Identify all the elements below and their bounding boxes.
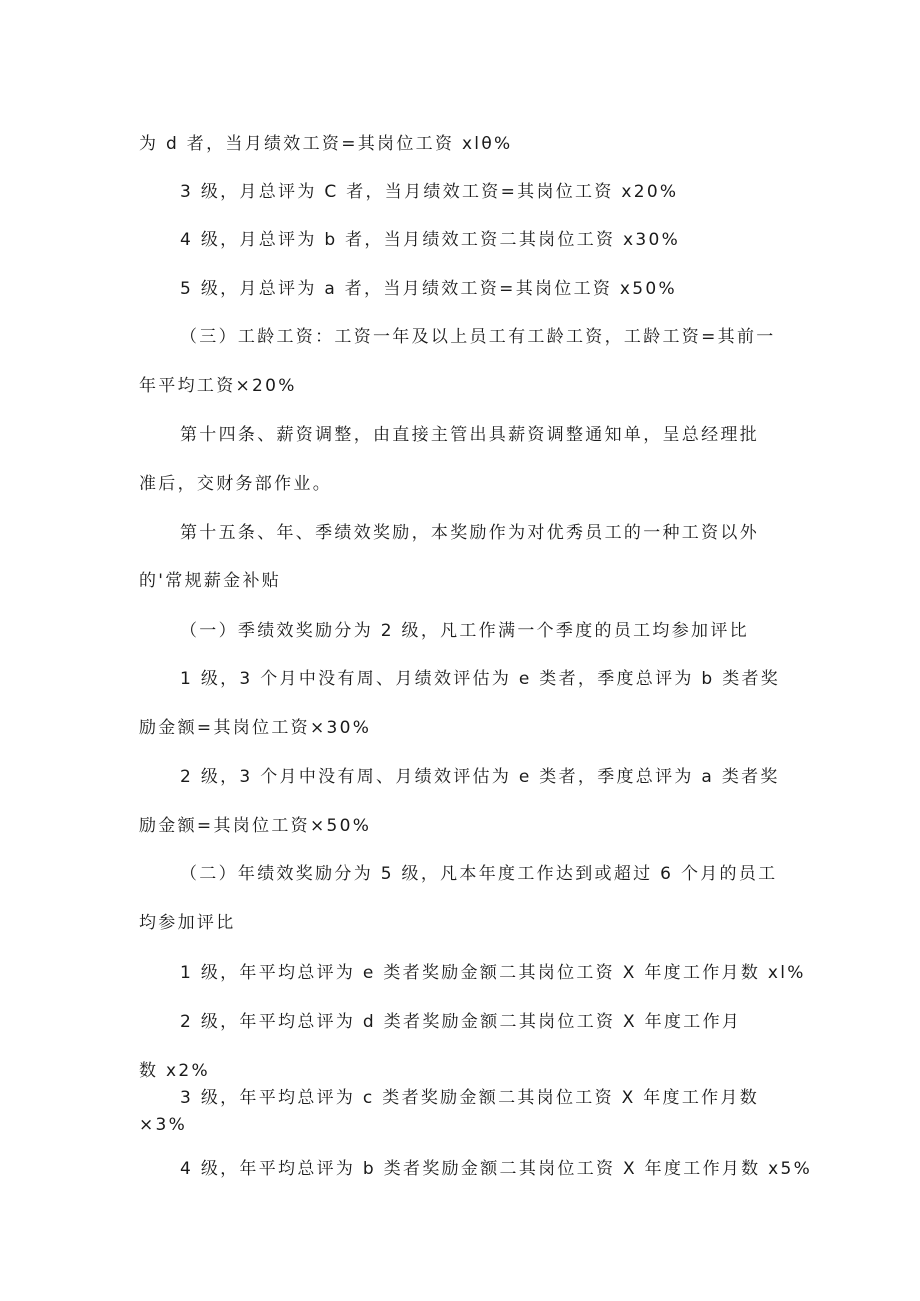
- text-line: 的'常规薪金补贴: [139, 571, 282, 591]
- text-line: （三）工龄工资：工资一年及以上员工有工龄工资，工龄工资=其前一: [180, 327, 776, 347]
- text-line: （一）季绩效奖励分为 2 级，凡工作满一个季度的员工均参加评比: [180, 621, 749, 641]
- text-line: 3 级，月总评为 C 者，当月绩效工资=其岗位工资 x20%: [180, 182, 679, 202]
- text-line: 为 d 者，当月绩效工资=其岗位工资 xlθ%: [139, 134, 513, 154]
- text-line: （二）年绩效奖励分为 5 级，凡本年度工作达到或超过 6 个月的员工: [180, 864, 778, 884]
- text-line: 准后，交财务部作业。: [139, 474, 332, 494]
- text-line: 2 级，年平均总评为 d 类者奖励金额二其岗位工资 X 年度工作月: [180, 1012, 742, 1032]
- text-line: 4 级，月总评为 b 者，当月绩效工资二其岗位工资 x30%: [180, 230, 681, 250]
- text-line: 均参加评比: [139, 913, 236, 933]
- text-line: 1 级，年平均总评为 e 类者奖励金额二其岗位工资 X 年度工作月数 xl%: [180, 963, 806, 983]
- text-line: 2 级，3 个月中没有周、月绩效评估为 e 类者，季度总评为 a 类者奖: [180, 767, 780, 787]
- text-line: 1 级，3 个月中没有周、月绩效评估为 e 类者，季度总评为 b 类者奖: [180, 669, 781, 689]
- text-line: 年平均工资×20%: [139, 376, 297, 396]
- text-line: 励金额=其岗位工资×30%: [139, 718, 372, 738]
- text-line: ×3%: [139, 1115, 188, 1135]
- text-line: 第十五条、年、季绩效奖励，本奖励作为对优秀员工的一种工资以外: [180, 523, 759, 543]
- text-line: 第十四条、薪资调整，由直接主管出具薪资调整通知单，呈总经理批: [180, 425, 759, 445]
- text-line: 数 x2%: [139, 1061, 210, 1081]
- text-line: 5 级，月总评为 a 者，当月绩效工资=其岗位工资 x50%: [180, 279, 677, 299]
- text-line: 3 级，年平均总评为 c 类者奖励金额二其岗位工资 X 年度工作月数: [180, 1088, 760, 1108]
- text-line: 励金额=其岗位工资×50%: [139, 816, 372, 836]
- text-line: 4 级，年平均总评为 b 类者奖励金额二其岗位工资 X 年度工作月数 x5%: [180, 1159, 813, 1179]
